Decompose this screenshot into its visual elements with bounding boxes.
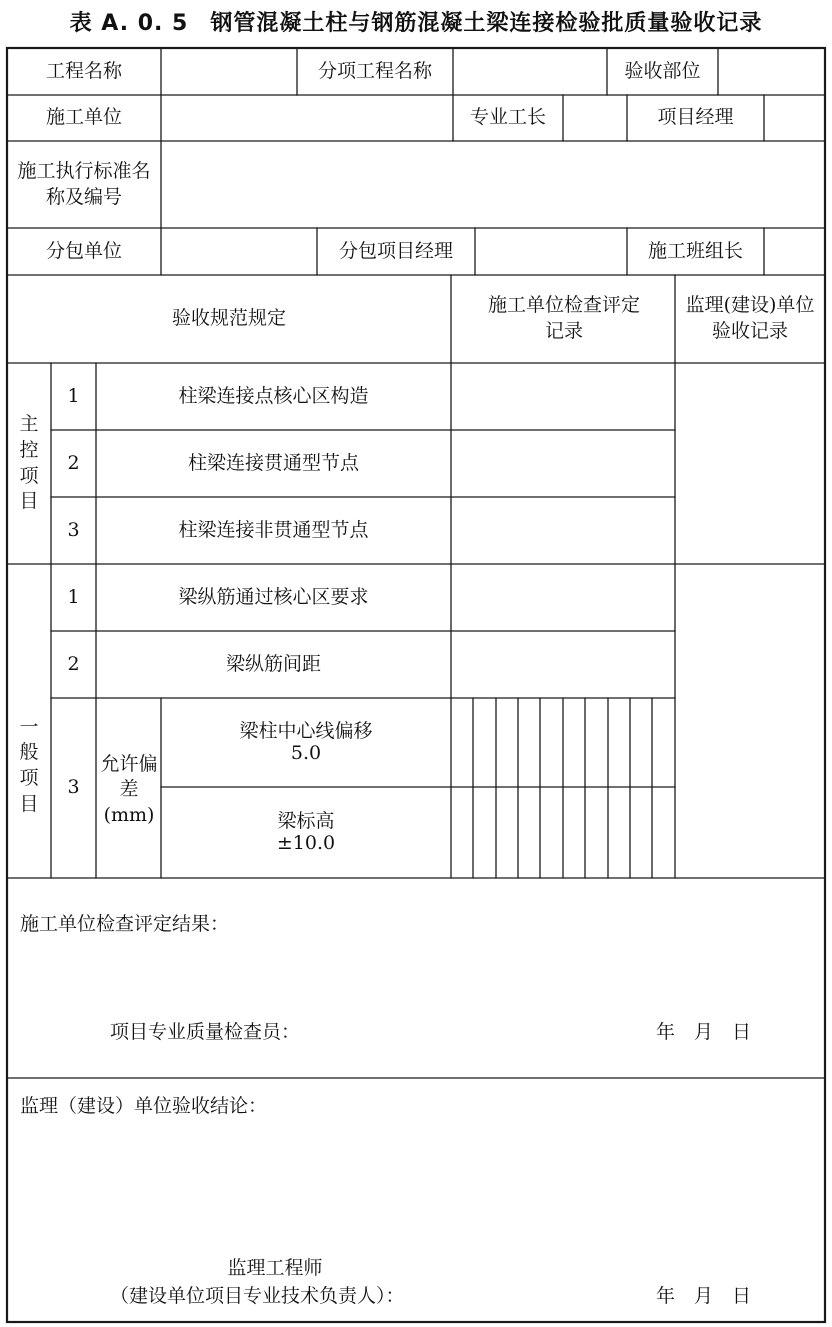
tolerance-row-1-name: 梁柱中心线偏移 xyxy=(239,719,373,742)
check-date-label: 年 月 日 xyxy=(656,1021,752,1044)
team-leader-label: 施工班组长 xyxy=(647,239,743,262)
subcontract-unit-field[interactable] xyxy=(162,229,316,274)
check-result-field[interactable] xyxy=(8,940,824,1010)
standard-label: 施工执行标准名称及编号 xyxy=(17,159,151,208)
accept-part-label: 验收部位 xyxy=(624,59,701,82)
supervision-conclusion-field[interactable] xyxy=(8,1122,824,1252)
tolerance-row-2-name: 梁标高 xyxy=(277,809,335,832)
main-item-3-check-field[interactable] xyxy=(452,498,674,563)
project-manager-label: 项目经理 xyxy=(657,106,734,129)
tolerance-row-1 xyxy=(161,698,451,787)
foreman-field[interactable] xyxy=(564,96,626,140)
general-item-2-check-field[interactable] xyxy=(452,632,674,697)
main-item-1-check-field[interactable] xyxy=(452,364,674,429)
general-item-2-text: 梁纵筋间距 xyxy=(225,652,321,675)
project-manager-field[interactable] xyxy=(765,96,824,140)
engineer-sub-label: （建设单位项目专业技术负责人）： xyxy=(110,1285,405,1308)
tolerance-item-no: 3 xyxy=(67,776,80,799)
main-item-3-text: 柱梁连接非贯通型节点 xyxy=(178,518,369,541)
sub-project-field[interactable] xyxy=(454,49,606,94)
main-items-group-label: 主控项目 xyxy=(19,413,39,513)
tolerance-row-1-measure-cells[interactable] xyxy=(452,699,674,786)
subcontract-unit-label: 分包单位 xyxy=(45,239,122,262)
main-item-2-no: 2 xyxy=(67,451,80,474)
subcontract-manager-field[interactable] xyxy=(476,229,626,274)
general-item-2-no: 2 xyxy=(67,652,80,675)
check-result-label: 施工单位检查评定结果： xyxy=(20,913,230,936)
engineer-label: 监理工程师 xyxy=(227,1257,323,1280)
inspector-label: 项目专业质量检查员： xyxy=(110,1021,301,1044)
main-item-3-no: 3 xyxy=(67,518,80,541)
general-item-1-no: 1 xyxy=(67,585,80,608)
general-item-1-check-field[interactable] xyxy=(452,565,674,630)
tolerance-row-2-measure-cells[interactable] xyxy=(452,788,674,877)
construction-unit-label: 施工单位 xyxy=(45,106,122,129)
subcontract-manager-label: 分包项目经理 xyxy=(338,239,453,262)
general-items-supervision-field[interactable] xyxy=(676,565,824,877)
supervision-record-column-header: 监理(建设)单位验收记录 xyxy=(685,294,815,342)
standard-field[interactable] xyxy=(162,142,824,227)
form-number: 表 A. 0. 5 xyxy=(69,11,189,36)
supervision-date-label: 年 月 日 xyxy=(656,1285,752,1308)
tolerance-row-2-value: ±10.0 xyxy=(276,831,336,854)
main-item-1-text: 柱梁连接点核心区构造 xyxy=(178,384,369,407)
team-leader-field[interactable] xyxy=(765,229,824,274)
general-items-group-label: 一般项目 xyxy=(19,715,39,815)
main-item-1-no: 1 xyxy=(67,384,80,407)
project-name-field[interactable] xyxy=(162,49,296,94)
main-item-2-text: 柱梁连接贯通型节点 xyxy=(187,451,359,474)
tolerance-label: 允许偏差(mm) xyxy=(100,752,158,826)
check-record-column-header: 施工单位检查评定记录 xyxy=(487,294,640,342)
main-item-2-check-field[interactable] xyxy=(452,431,674,496)
sub-project-label: 分项工程名称 xyxy=(317,59,432,82)
main-items-supervision-field[interactable] xyxy=(676,364,824,563)
foreman-label: 专业工长 xyxy=(469,106,546,129)
general-item-1-text: 梁纵筋通过核心区要求 xyxy=(178,585,369,608)
supervision-conclusion-label: 监理（建设）单位验收结论： xyxy=(20,1095,268,1118)
construction-unit-field[interactable] xyxy=(162,96,452,140)
project-name-label: 工程名称 xyxy=(45,59,122,82)
accept-part-field[interactable] xyxy=(719,49,824,94)
tolerance-row-2 xyxy=(161,787,451,878)
spec-column-header: 验收规范规定 xyxy=(171,307,286,330)
form-title-text: 钢管混凝土柱与钢筋混凝土梁连接检验批质量验收记录 xyxy=(210,11,763,36)
tolerance-row-1-value: 5.0 xyxy=(290,741,322,764)
